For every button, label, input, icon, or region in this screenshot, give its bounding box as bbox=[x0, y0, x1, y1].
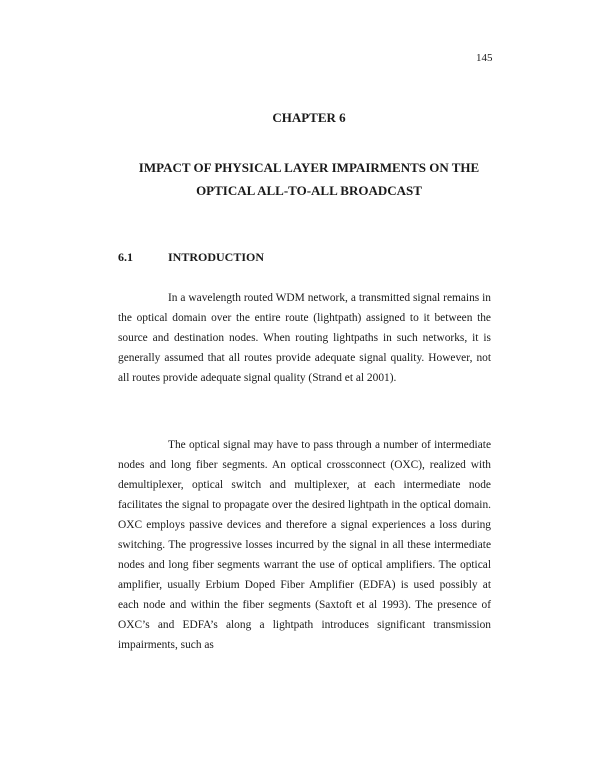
chapter-label: CHAPTER 6 bbox=[272, 110, 346, 125]
chapter-title-line-2: OPTICAL ALL-TO-ALL BROADCAST bbox=[196, 183, 422, 198]
section-number: 6.1 bbox=[118, 250, 133, 264]
section-title: INTRODUCTION bbox=[168, 250, 265, 264]
chapter-title-line-1: IMPACT OF PHYSICAL LAYER IMPAIRMENTS ON THE bbox=[138, 160, 480, 175]
page-number: 145 bbox=[476, 52, 493, 64]
paragraph-2: The optical signal may have to pass through a number of intermediate nodes and long fiber segments. An optical crossconnect (OXC), realized with demultiplexer, optical switch and multiplexer, at each intermediate node facilitates the signal to propagate over the desired lightpath in the optical domain. OXC employs passive devices and therefore a signal experiences a loss during switching. The progressive losses incurred by the signal in all these intermediate nodes and long fiber segments warrant the use of optical amplifiers. The optical amplifier, usually Erbium Doped Fiber Amplifier (EDFA) is used possibly at each node and within the fiber segments (Saxtoft et al 1993). The presence of OXC’s and EDFA’s along a lightpath introduces significant transmission impairments, such as bbox=[118, 439, 491, 651]
chapter-title bbox=[0, 156, 600, 202]
paragraph-1: In a wavelength routed WDM network, a transmitted signal remains in the optical domain over the entire route (lightpath) assigned to it between the source and destination nodes. When routing lightpaths in such networks, it is generally assumed that all routes provide adequate signal quality. However, not all routes provide adequate signal quality (Strand et al 2001). bbox=[118, 292, 491, 384]
section-heading bbox=[118, 250, 264, 265]
